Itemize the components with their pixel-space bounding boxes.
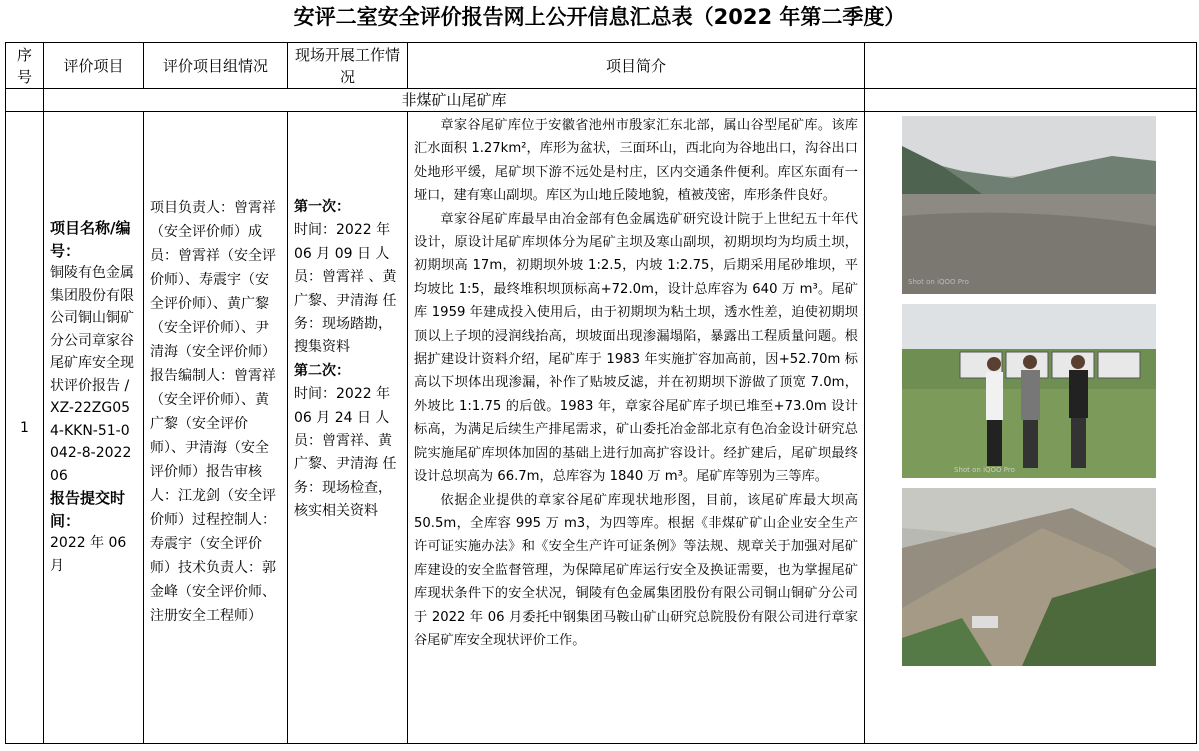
row-seq: 1: [6, 112, 44, 744]
header-project: 评价项目: [44, 43, 144, 89]
submit-time: 2022 年 06 月: [50, 535, 127, 574]
header-seq: 序号: [6, 43, 44, 89]
table-row: [6, 112, 1197, 744]
tailings-pond-photo: [902, 116, 1156, 294]
page-title: 安评二室安全评价报告网上公开信息汇总表（2022 年第二季度）: [293, 5, 906, 29]
category-label: 非煤矿山尾矿库: [44, 89, 865, 112]
photo-caption-2: Shot on iQOO Pro: [954, 466, 1015, 474]
category-seq: [6, 89, 44, 112]
category-row: [6, 89, 1197, 112]
work-2: 时间：2022 年 06 月 24 日 人员：曾霄祥、黄广黎、尹清海 任务：现场检查，核实相关资料: [294, 386, 397, 520]
summary-table: [5, 42, 1197, 744]
team-cell: 项目负责人：曾霄祥（安全评价师）成员：曾霄祥（安全评价师）、寿震宇（安全评价师）、黄广黎（安全评价师）、尹清海（安全评价师）报告编制人：曾霄祥（安全评价师）、黄广黎（安全评价师）、尹清海（安全评价师）报告审核人：江龙剑（安全评价师）过程控制人：寿震宇（安全评价师）技术负责人：郭金峰（安全评价师、注册安全工程师）: [144, 112, 288, 744]
person-1: [986, 357, 1003, 466]
intro-cell: [408, 112, 865, 744]
work-2-label: 第二次：: [294, 362, 350, 379]
project-name-label: 项目名称/编号：: [50, 219, 131, 260]
work-1-label: 第一次：: [294, 199, 350, 215]
person-3: [1069, 355, 1088, 468]
header-fieldwork: 现场开展工作情况: [288, 43, 408, 89]
intro-paragraph-2: 章家谷尾矿库最早由冶金部有色金属选矿研究设计院于上世纪五十年代设计，原设计尾矿库坝体分为尾矿主坝及寒山副坝，初期坝均为均质土坝，初期坝高 17m，初期坝外坡 1:2.5，内坡 1:2.75，后期采用尾砂堆坝，平均坡比 1:5，最终堆积坝顶标高+72.0m，设计总库容为 640 万 m³。尾矿库 1959 年建成投入使用后，由于初期坝为粘土坝，透水性差，迫使初期坝顶以上子坝的浸润线抬高，坝坡面出现渗漏塌陷，暴露出工程质量问题。根据扩建设计资料介绍，尾矿库于 1983 年实施扩容加高前，因+52.70m 标高以下坝体出现渗漏，补作了贴坡反滤，并在初期坝下游做了顶宽 7.0m，外坡比 1:1.75 的后戗。1983 年，章家谷尾矿库子坝已堆至+73.0m 设计标高，为满足后续生产排尾需求，矿山委托冶金部北京有色冶金设计研究总院实施尾矿库坝体加固的基础上进行加高扩容设计。经扩建后，尾矿坝最终设计总坝高为 66.7m，总库容为 1840 万 m³。尾矿库等别为三等库。: [414, 211, 858, 485]
fieldwork-cell: [288, 112, 408, 744]
category-photos: [865, 89, 1197, 112]
intro-paragraph-3: 依据企业提供的章家谷尾矿库现状地形图，目前，该尾矿库最大坝高 50.5m，全库容 995 万 m3，为四等库。根据《非煤矿矿山企业安全生产许可证实施办法》和《安全生产许可证条例》等法规、规章关于加强对尾矿库建设的安全监督管理，为保障尾矿库运行安全及换证需要，也为掌握尾矿库现状条件下的安全状况，铜陵有色金属集团股份有限公司铜山铜矿分公司于 2022 年 06 月委托中钢集团马鞍山矿山研究总院股份有限公司进行章家谷尾矿库安全现状评价工作。: [414, 492, 858, 648]
project-name: 铜陵有色金属集团股份有限公司铜山铜矿分公司章家谷尾矿库安全现状评价报告 / XZ-22ZG054-KKN-51-0042-8-202206: [50, 265, 134, 484]
header-intro: 项目简介: [408, 43, 865, 89]
photos-cell: [865, 112, 1197, 744]
photo-caption-1: Shot on iQOO Pro: [908, 278, 969, 286]
submit-label: 报告提交时间：: [50, 489, 126, 530]
header-row: [6, 43, 1197, 89]
team-photo: [902, 304, 1156, 478]
person-2: [1021, 355, 1040, 468]
header-photos: [865, 43, 1197, 89]
work-1: 时间：2022 年 06 月 09 日 人员：曾霄祥 、黄广黎、尹清海 任务：现场踏勘，搜集资料: [294, 222, 397, 356]
project-cell: [44, 112, 144, 744]
aerial-photo: [902, 488, 1156, 666]
intro-paragraph-1: 章家谷尾矿库位于安徽省池州市殷家汇东北部，属山谷型尾矿库。该库汇水面积 1.27km²，库形为盆状，三面环山，西北向为谷地出口，沟谷出口处地形平缓，尾矿坝下游不远处是村庄，区内交通条件便利。库区东面有一垭口，建有寒山副坝。库区为山地丘陵地貌，植被茂密，库形条件良好。: [414, 118, 858, 204]
header-team: 评价项目组情况: [144, 43, 288, 89]
